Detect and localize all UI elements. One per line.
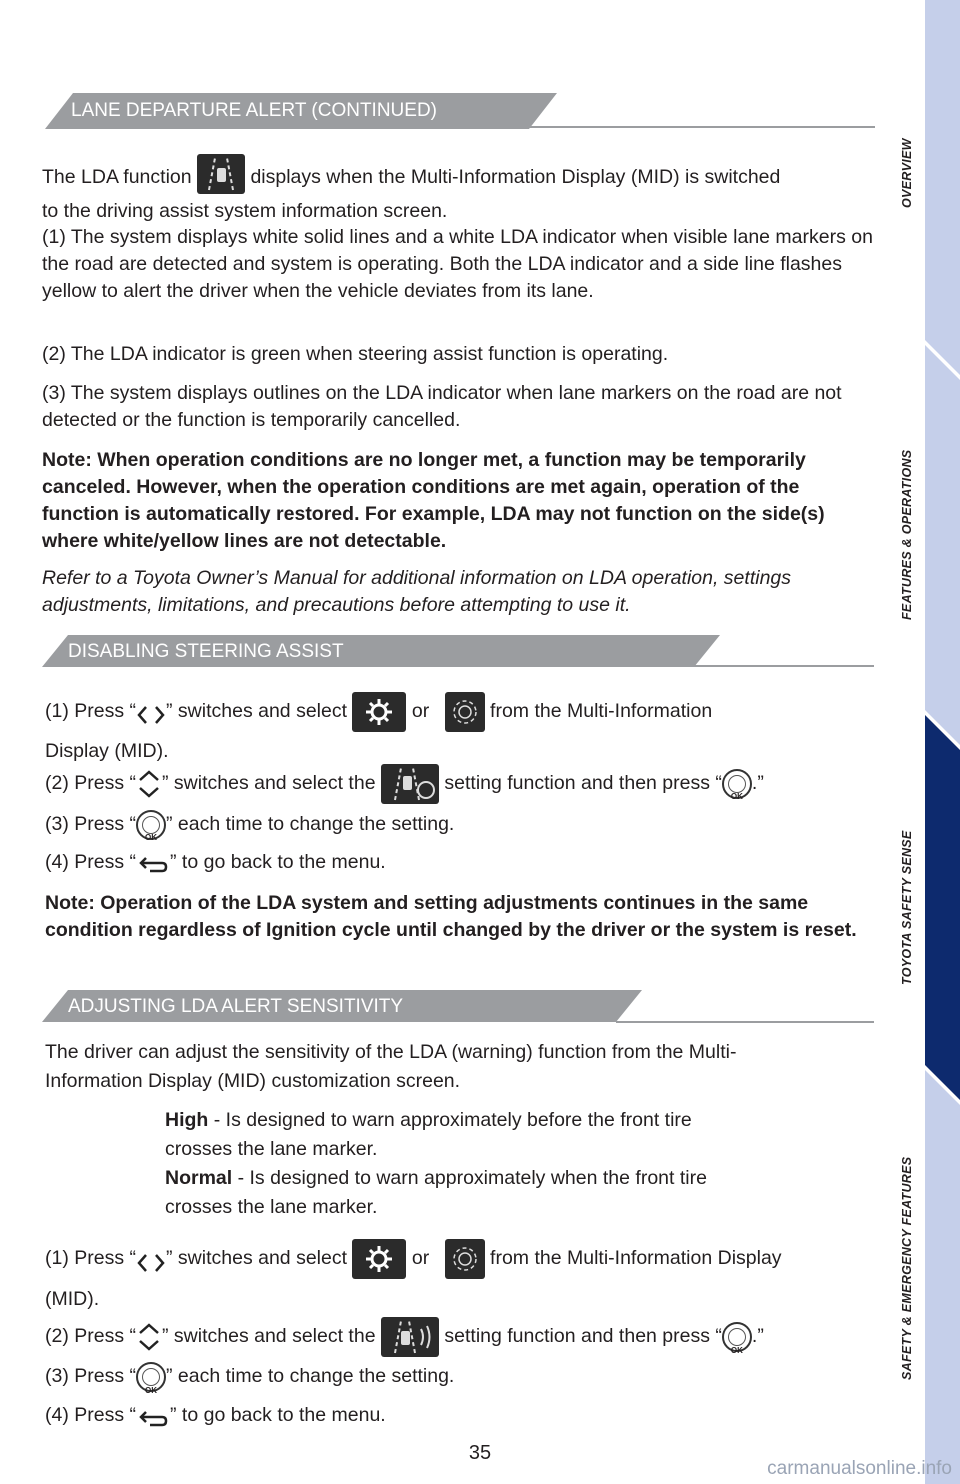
lda-point-3: (3) The system displays outlines on the LDA indicator when lane markers on the road are not detected or the function is temporarily cancelled. [42,382,842,431]
ok-button-icon: OK [136,1362,166,1392]
up-down-arrows-icon [136,1322,162,1352]
tab-toyota-safety-sense[interactable]: TOYOTA SAFETY SENSE [900,830,914,985]
disable-note: Note: Operation of the LDA system and setting adjustments continues in the same condition regardless of Ignition cycle until changed by the driver or the system is reset. [45,892,857,941]
left-right-arrows-icon [136,1248,166,1270]
adjust-intro: The driver can adjust the sensitivity of the LDA (warning) function from the Multi-Information Display (MID) customization screen. [45,1041,737,1092]
disable-step-3: (3) Press “ OK ” each time to change the setting. [45,805,885,843]
section-rule [694,665,874,667]
settings-gear-outline-icon [445,692,485,732]
section-rule [616,1021,874,1023]
adjust-step-3: (3) Press “ OK ” each time to change the setting. [45,1356,885,1396]
side-tab-strip [920,0,960,1484]
tab-safety-emergency[interactable]: SAFETY & EMERGENCY FEATURES [900,1156,914,1380]
disable-step-4: (4) Press “ ” to go back to the menu. [45,851,386,873]
sensitivity-high: High - Is designed to warn approximately before the front tire crosses the lane marker. [165,1109,692,1160]
disable-step-1: (1) Press “ ” switches and select or from the Multi-Information Display (MID). [45,692,865,770]
left-right-arrows-icon [136,701,166,723]
tab-features-operations[interactable]: FEATURES & OPERATIONS [900,449,914,620]
ok-button-icon: OK [722,1322,752,1352]
lda-function-icon [197,154,245,194]
lda-sensitivity-icon [381,1317,439,1357]
ok-button-icon: OK [722,769,752,799]
adjust-step-4: (4) Press “ ” to go back to the menu. [45,1404,386,1426]
settings-gear-icon [352,692,406,732]
adjust-step-1: (1) Press “ ” switches and select or from the Multi-Information Display (MID). [45,1238,885,1319]
ok-button-icon: OK [136,810,166,840]
page-number: 35 [468,1442,492,1464]
lda-note: Note: When operation conditions are no longer met, a function may be temporarily canceled. However, when the operation conditions are met again, operation of the function is automatically restored. For example, LDA may not function on the side(s) where white/yellow lines are not detectable. [42,449,825,552]
up-down-arrows-icon [136,769,162,799]
lda-point-1: (1) The system displays white solid lines and a white LDA indicator when visible lane markers on the road are detected and system is operating. Both the LDA indicator and a side line flashes yellow to alert the driver when the vehicle deviates from its lane. [42,226,873,302]
watermark: carmanualsonline.info [767,1458,952,1479]
settings-gear-outline-icon [445,1239,485,1279]
lda-refer: Refer to a Toyota Owner’s Manual for additional information on LDA operation, settings adjustments, limitations, and precautions before attempting to use it. [42,567,792,616]
steering-assist-icon [381,764,439,804]
tab-overview[interactable]: OVERVIEW [900,138,914,208]
settings-gear-icon [352,1239,406,1279]
disable-step-2: (2) Press “ ” switches and select the setting function and then press “ OK .” [45,764,885,804]
lda-intro: The LDA function displays when the Multi-Information Display (MID) is switched to the driving assist system information screen. [42,158,882,225]
sensitivity-normal: Normal - Is designed to warn approximately when the front tire crosses the lane marker. [165,1167,707,1218]
lda-point-2: (2) The LDA indicator is green when steering assist function is operating. [42,343,669,365]
section-rule [529,126,875,128]
adjust-step-2: (2) Press “ ” switches and select the setting function and then press “ OK .” [45,1316,885,1357]
